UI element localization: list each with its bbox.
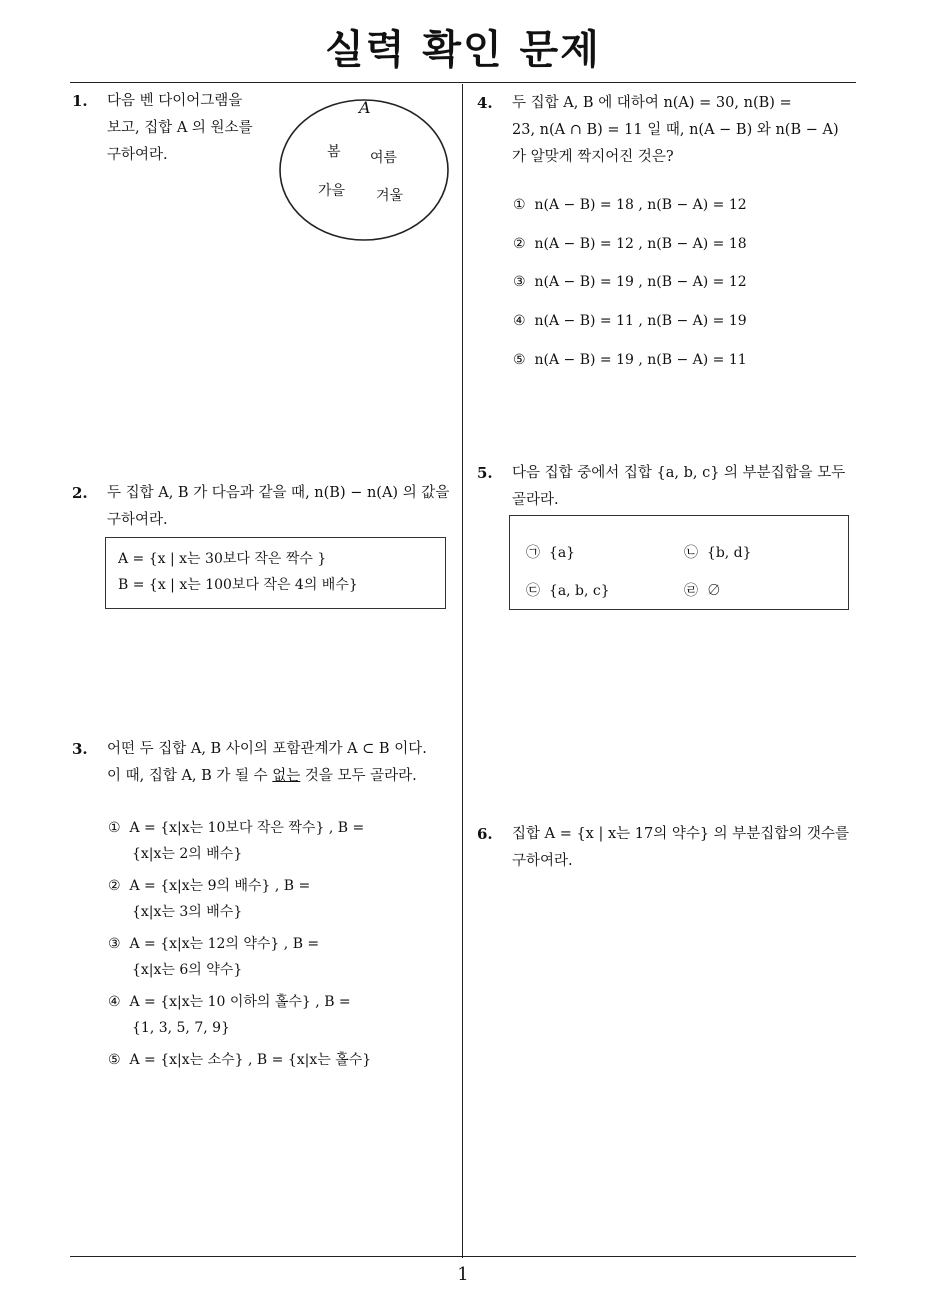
q3-option-2[interactable]: ② A = {x|x는 9의 배수} , B = {x|x는 3의 배수} bbox=[108, 878, 311, 920]
venn-set-label: A bbox=[359, 98, 371, 117]
question-6-line-2: 구하여라. bbox=[512, 853, 573, 869]
q3-option-4[interactable]: ④ A = {x|x는 10 이하의 홀수} , B = {1, 3, 5, 7, 9} bbox=[108, 994, 351, 1036]
question-number: 2. bbox=[72, 484, 88, 502]
question-number: 4. bbox=[477, 94, 493, 112]
question-4-line-2: 23, n(A ∩ B) = 11 일 때, n(A − B) 와 n(B − A) bbox=[512, 122, 839, 138]
question-1 bbox=[72, 88, 302, 169]
question-5-line-2: 골라라. bbox=[512, 492, 559, 508]
q4-option-4[interactable]: ④ n(A − B) = 11 , n(B − A) = 19 bbox=[513, 313, 747, 329]
q3-option-5[interactable]: ⑤ A = {x|x는 소수} , B = {x|x는 홀수} bbox=[108, 1052, 372, 1068]
venn-item-3: 가을 bbox=[318, 183, 346, 199]
question-4-line-1: 두 집합 A, B 에 대하여 n(A) = 30, n(B) = bbox=[512, 95, 792, 111]
question-4-line-3: 가 알맞게 짝지어진 것은? bbox=[512, 149, 674, 165]
question-number: 3. bbox=[72, 740, 88, 758]
question-2-line-1: 두 집합 A, B 가 다음과 같을 때, n(B) − n(A) 의 값을 bbox=[107, 485, 450, 501]
page-number: 1 bbox=[457, 1264, 469, 1285]
question-3-line-2: 이 때, 집합 A, B 가 될 수 없는 것을 모두 골라라. bbox=[107, 768, 417, 784]
column-divider bbox=[462, 84, 463, 1258]
question-number: 6. bbox=[477, 825, 493, 843]
q5-item-1: ㉠ {a} bbox=[526, 545, 576, 561]
question-6-line-1: 집합 A = {x | x는 17의 약수} 의 부분집합의 갯수를 bbox=[512, 826, 849, 842]
venn-item-4: 겨울 bbox=[376, 188, 404, 204]
question-3 bbox=[72, 736, 457, 790]
page-title: 실력 확인 문제 bbox=[325, 27, 601, 73]
q4-option-1[interactable]: ① n(A − B) = 18 , n(B − A) = 12 bbox=[513, 197, 747, 213]
question-5-line-1: 다음 집합 중에서 집합 {a, b, c} 의 부분집합을 모두 bbox=[512, 465, 846, 481]
venn-diagram bbox=[270, 95, 460, 245]
q5-item-4: ㉣ ∅ bbox=[684, 583, 721, 599]
q3-option-1[interactable]: ① A = {x|x는 10보다 작은 짝수} , B = {x|x는 2의 배수} bbox=[108, 820, 365, 862]
question-6 bbox=[477, 821, 859, 875]
question-1-line-3: 구하여라. bbox=[107, 147, 168, 163]
question-number: 5. bbox=[477, 464, 493, 482]
set-b-definition: B = {x | x는 100보다 작은 4의 배수} bbox=[118, 577, 358, 593]
venn-item-1: 봄 bbox=[327, 144, 341, 160]
question-number: 1. bbox=[72, 92, 88, 110]
question-1-line-2: 보고, 집합 A 의 원소를 bbox=[107, 120, 253, 136]
bottom-rule bbox=[70, 1256, 856, 1257]
q5-item-3: ㉢ {a, b, c} bbox=[526, 583, 610, 599]
question-2-line-2: 구하여라. bbox=[107, 512, 168, 528]
q3-option-3[interactable]: ③ A = {x|x는 12의 약수} , B = {x|x는 6의 약수} bbox=[108, 936, 320, 978]
top-rule bbox=[70, 82, 856, 83]
venn-item-2: 여름 bbox=[370, 150, 398, 166]
q5-item-2: ㉡ {b, d} bbox=[684, 545, 752, 561]
question-4 bbox=[477, 90, 859, 171]
question-5 bbox=[477, 460, 859, 514]
question-3-line-1: 어떤 두 집합 A, B 사이의 포함관계가 A ⊂ B 이다. bbox=[107, 741, 427, 757]
q4-option-5[interactable]: ⑤ n(A − B) = 19 , n(B − A) = 11 bbox=[513, 352, 747, 368]
q4-option-3[interactable]: ③ n(A − B) = 19 , n(B − A) = 12 bbox=[513, 274, 747, 290]
q4-option-2[interactable]: ② n(A − B) = 12 , n(B − A) = 18 bbox=[513, 236, 747, 252]
set-a-definition: A = {x | x는 30보다 작은 짝수 } bbox=[118, 551, 327, 567]
question-1-line-1: 다음 벤 다이어그램을 bbox=[107, 93, 243, 109]
question-2 bbox=[72, 480, 457, 534]
